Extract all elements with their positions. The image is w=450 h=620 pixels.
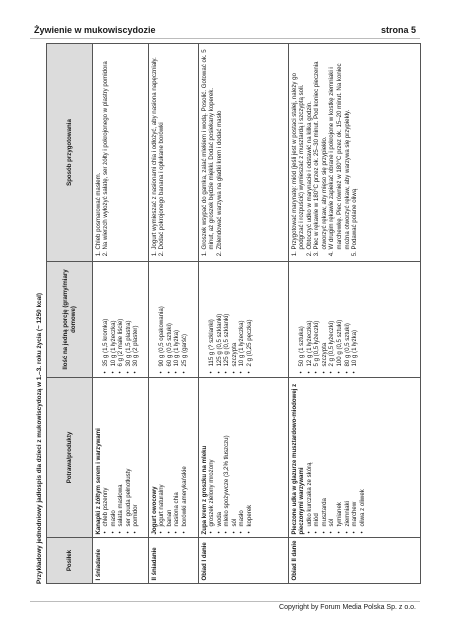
ingredient-item: • groszek zielony mrożony [208, 381, 216, 527]
header-divider [30, 38, 420, 39]
preparation-cell [199, 44, 289, 262]
column-header-amount: Ilość na jedną porcję (gramy/miary domowe) [47, 262, 93, 378]
preparation-cell [289, 44, 421, 262]
copyright-footer: Copyright by Forum Media Polska Sp. z o.o. [279, 604, 416, 611]
table-row [289, 44, 421, 584]
dish-name: Kanapki z żółtym serem i warzywami [94, 428, 102, 535]
dish-cell [149, 378, 199, 538]
ingredient-item: • ser gouda pełnotłusty [125, 381, 133, 527]
ingredient-item: • banan [166, 381, 174, 527]
column-header-meal: Posiłek [47, 538, 93, 584]
ingredient-item: • koperek [246, 381, 254, 527]
ingredient-item: • musztarda [321, 381, 329, 527]
table-row [149, 44, 199, 584]
preparation-step: 2. Zblendować warzywa na gładki krem i dodać masło [216, 47, 224, 250]
amount-item: • 115 g (? szklanki) [208, 265, 216, 367]
amount-item: • 100 g (0,5 sztuki) [336, 265, 344, 367]
amount-list [298, 265, 359, 375]
ingredient-list [158, 381, 188, 535]
preparation-steps [201, 47, 224, 259]
ingredient-item: • miód [313, 381, 321, 527]
preparation-steps [95, 47, 110, 259]
page-number: strona 5 [380, 25, 416, 35]
preparation-step: 1. Groszek wsypać do garnka, zalać mlekiem i wodą. Posolić. Gotować ok. 5 minut, aż groszek będzie miękki. Dodać posiekany koperek. [201, 47, 216, 250]
preparation-step: 3. Piec w rękawie w 180°C przez ok. 25–30 minut. Pod koniec pieczenia otworzyć rękaw, aby mięso się przypiekło. [313, 47, 328, 250]
ingredient-item: • udko kurczaka ze skórą [306, 381, 314, 527]
table-row [199, 44, 289, 584]
meal-cell: Obiad I danie [199, 538, 289, 584]
dish-cell [93, 378, 149, 538]
preparation-step: 5. Podawać polane oliwą [351, 47, 359, 250]
amount-item: • 10 g (1 łyżka) [351, 265, 359, 367]
meal-plan-table [46, 43, 421, 584]
amount-item: • 12 g (1 łyżeczka) [306, 265, 314, 367]
preparation-step: 1. Chleb posmarować masłem. [95, 47, 103, 250]
preparation-step: 2. Na wierzch wyłożyć sałatę, ser żółty i pokrojonego w plastry pomidora [102, 47, 110, 250]
rotated-menu-table-block [34, 44, 404, 584]
ingredient-item: • ziemniaki [344, 381, 352, 527]
ingredient-list [102, 381, 140, 535]
ingredient-item: • chleb pszenny [102, 381, 110, 527]
amount-cell [289, 262, 421, 378]
preparation-step: 1. Jogurt wymieszać z nasionami chia i odłożyć, aby nasiona napęczniały. [151, 47, 159, 250]
amount-list [208, 265, 254, 375]
amount-item: • 2 g (0,25 pęczka) [246, 265, 254, 367]
preparation-cell [93, 44, 149, 262]
preparation-cell [149, 44, 199, 262]
ingredient-item: • mleko spożywcze (3,2% tłuszczu) [223, 381, 231, 527]
ingredient-item: • sól [231, 381, 239, 527]
dish-cell [289, 378, 421, 538]
document-title: Żywienie w mukowiscydozie [34, 25, 156, 35]
preparation-steps [291, 47, 359, 259]
footer-divider [30, 601, 420, 602]
amount-list [158, 265, 188, 375]
ingredient-item: • sałata masłowa [117, 381, 125, 527]
amount-item: • 125 g (0,5 szklanki) [223, 265, 231, 367]
table-caption: Przykładowy jednodniowy jadłospis dla dzieci z mukowiscydozą w 1.–3. roku życia (~ 1250 kcal) [36, 292, 43, 584]
amount-item: • 2 g (0,5 łyżeczki) [328, 265, 336, 367]
ingredient-item: • masło [110, 381, 118, 527]
amount-item: • 10 g (1 łyżeczka) [110, 265, 118, 367]
ingredient-item: • woda [216, 381, 224, 527]
ingredient-item: • pomidor [132, 381, 140, 527]
dish-name: Jogurt owocowy [150, 486, 158, 535]
dish-name: Zupa krem z groszku na mleku [200, 445, 208, 535]
amount-item: • 80 g (0,5 sztuki) [344, 265, 352, 367]
amount-item: • 10 g (1 łyżka) [173, 265, 181, 367]
amount-item: • 90 g (0,5 opakowania) [158, 265, 166, 367]
amount-item: • 30 g (2 plaster) [132, 265, 140, 367]
ingredient-item: • oliwa z oliwek [359, 381, 367, 527]
ingredient-item: • tymianek [336, 381, 344, 527]
preparation-step: 4. W drugim rękawie zapiekać obrane i pokrojone w kostkę ziemniaki i marchewkę. Piec również w 180°C przez ok. 15–20 minut. Na koniec można otworzyć rękaw, aby warzywa się przypiekły. [328, 47, 351, 250]
ingredient-item: • jogurt naturalny [158, 381, 166, 527]
preparation-step: 2. Obtoczyć udko w marynacie i odstawić na kilka godzin. [306, 47, 314, 250]
amount-item: • 30 g (1,5 plastra) [125, 265, 133, 367]
amount-item: • 35 g (1,5 kromka) [102, 265, 110, 367]
table-row [93, 44, 149, 584]
meal-cell: I śniadanie [93, 538, 149, 584]
amount-item: • 50 g (1 sztuka) [298, 265, 306, 367]
meal-cell: II śniadanie [149, 538, 199, 584]
ingredient-item: • masło [238, 381, 246, 527]
amount-item: • 6 g (2 małe liście) [117, 265, 125, 367]
amount-cell [93, 262, 149, 378]
amount-item: • 5 g (0,5 łyżeczki) [313, 265, 321, 367]
ingredient-item: • marchew [351, 381, 359, 527]
column-header-preparation: Sposób przygotowania [47, 44, 93, 262]
preparation-step: 1. Przygotować marynatę: miód (jeśli jest w postaci stałej, należy go podgrzać i rozpuścić) wymieszać z musztardą i szczyptą soli. [291, 47, 306, 250]
amount-cell [199, 262, 289, 378]
table-header-row [47, 44, 93, 584]
amount-item: • szczypta [321, 265, 329, 367]
meal-cell: Obiad II danie [289, 538, 421, 584]
dish-name: Pieczone udka w glazurze musztardowo-miodowej z pieczonymi warzywami [290, 383, 306, 535]
ingredient-item: • sól [328, 381, 336, 527]
dish-cell [199, 378, 289, 538]
amount-item: • 125 g (0,5 szklanki) [216, 265, 224, 367]
amount-item: • 60 g (0,5 sztuki) [166, 265, 174, 367]
ingredient-list [208, 381, 254, 535]
page-header [0, 0, 450, 40]
preparation-steps [151, 47, 166, 259]
ingredient-list [306, 381, 367, 535]
column-header-dish: Potrawa/produkty [47, 378, 93, 538]
ingredient-item: • nasiona chia [173, 381, 181, 527]
amount-item: • 10 g (1 łyżeczka) [238, 265, 246, 367]
ingredient-item: • borówki amerykańskie [181, 381, 189, 527]
amount-item: • szczypta [231, 265, 239, 367]
amount-list [102, 265, 140, 375]
amount-item: • 25 g (garść) [181, 265, 189, 367]
amount-cell [149, 262, 199, 378]
preparation-step: 2. Dodać pokrojonego banana i opłukane borówki [158, 47, 166, 250]
